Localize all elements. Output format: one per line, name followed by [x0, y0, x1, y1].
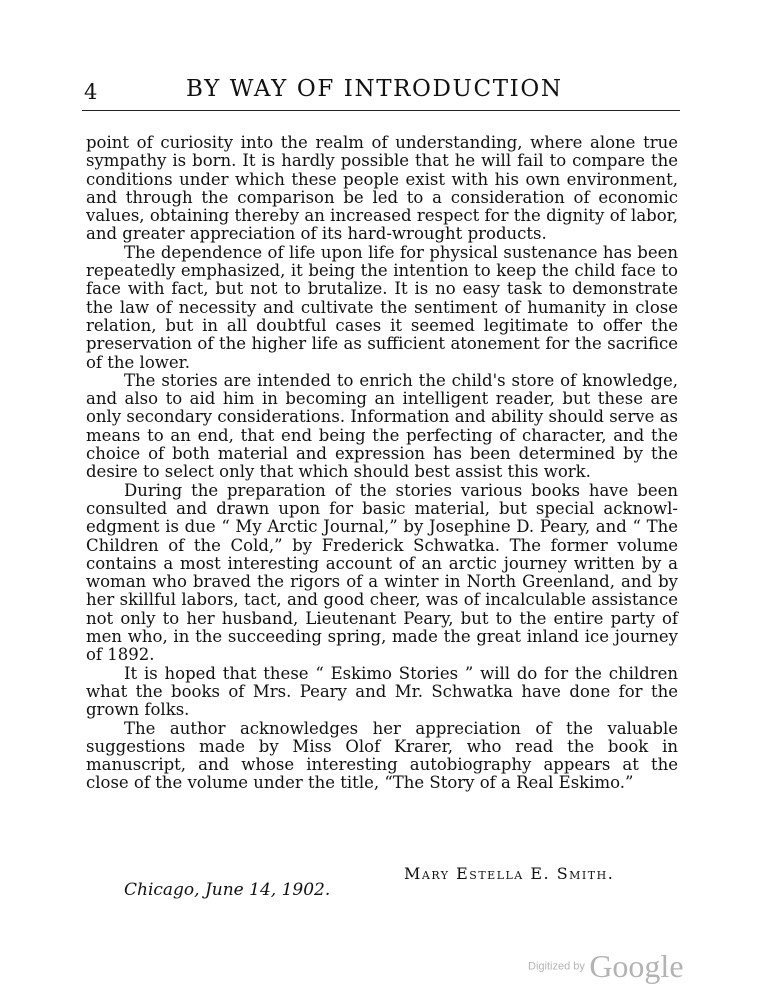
paragraph: point of curiosity into the realm of understanding, where alone true sympathy is born. It is hardly possible that he will fail to compare the conditions under which these people exist with his own environment, and through the comparison be led to a consideration of economic values, obtaining thereby an increased respect for the dignity of labor, and greater appreciation of its hard-wrought products. [86, 133, 678, 244]
running-title: BY WAY OF INTRODUCTION [186, 76, 563, 102]
body-text [86, 134, 678, 793]
google-logo: Google [589, 948, 684, 984]
dateline: Chicago, June 14, 1902. [124, 880, 331, 900]
page-number: 4 [84, 80, 98, 104]
author-signature: Mary Estella E. Smith. [404, 864, 615, 883]
header-rule [82, 110, 680, 111]
paragraph: The dependence of life upon life for physical sustenance has been repeatedly emphasized, it being the intention to keep the child face to face with fact, but not to brutalize. It is no easy task to demonstrate the law of necessity and cultivate the sentiment of humanity in close relation, but in all doubtful cases it seemed legitimate to offer the preservation of the higher life as sufficient atonement for the sacrifice of the lower. [86, 242, 678, 372]
digitization-watermark [528, 948, 684, 985]
paragraph: The stories are intended to enrich the child's store of knowledge, and also to aid him in becoming an intelligent reader, but these are only secondary considerations. Information and ability should serve as means to an end, that end being the perfecting of character, and the choice of both material and expression has been determined by the desire to select only that which should best assist this work. [86, 370, 678, 482]
paragraph: It is hoped that these “ Eskimo Stories ” will do for the children what the books of Mrs. Peary and Mr. Schwatka have done for the grown folks. [86, 663, 678, 720]
paragraph: The author acknowledges her appreciation of the valuable suggestions made by Miss Olof Krarer, who read the book in manuscript, and whose interesting autobiography appears at the close of the volume under the title, “The Story of a Real Eskimo.” [86, 718, 678, 793]
page-header [82, 74, 682, 108]
watermark-prefix: Digitized by [528, 960, 585, 973]
paragraph: During the preparation of the stories various books have been consulted and drawn upon for basic material, but special acknowledgment is due “ My Arctic Journal,” by Josephine D. Peary, and “ The Children of the Cold,” by Frederick Schwatka. The former volume contains a most interesting account of an arctic journey written by a woman who braved the rigors of a winter in North Greenland, and by her skillful labors, tact, and good cheer, was of incalculable assistance not only to her husband, Lieutenant Peary, but to the entire party of men who, in the succeeding spring, made the great inland ice journey of 1892. [86, 480, 678, 665]
